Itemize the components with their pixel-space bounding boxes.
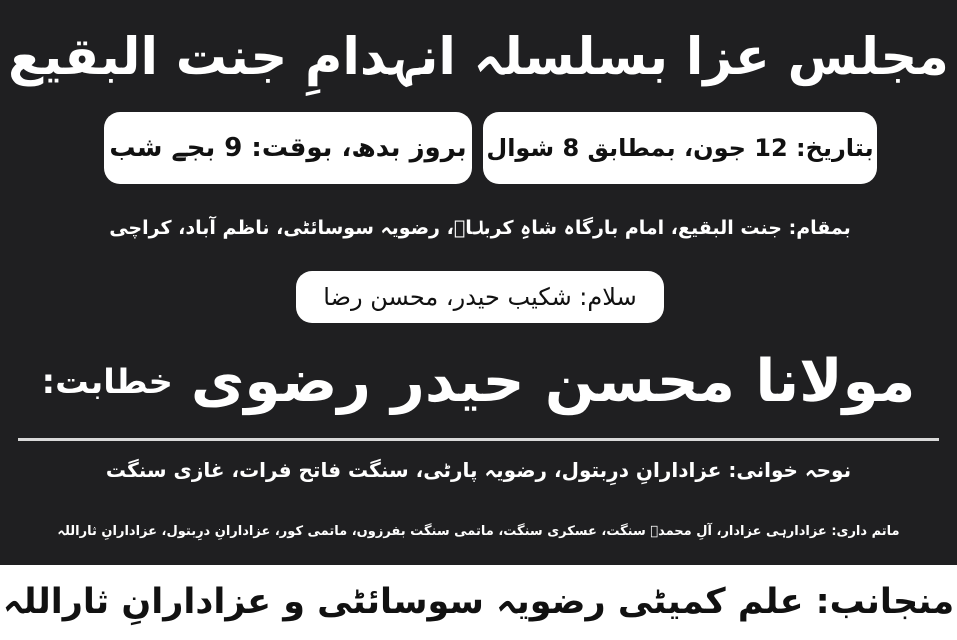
footer-banner <box>0 565 957 640</box>
khitabat-section <box>40 336 917 426</box>
khitabat-label: خطابت: <box>41 361 173 401</box>
venue-text: بمقام: جنت البقیع، امام بارگاہ شاہِ کربلاؑ، رضویہ سوسائٹی، ناظم آباد، کراچی <box>109 217 851 239</box>
time-badge: بروز بدھ، بوقت: 9 بجے شب <box>104 112 472 184</box>
speaker-name: مولانا محسن حیدر رضوی <box>190 347 916 415</box>
page-title: مجلس عزا بسلسلہ انہدامِ جنت البقیع <box>8 28 949 87</box>
salam-badge: سلام: شکیب حیدر، محسن رضا <box>296 271 664 323</box>
date-badge: بتاریخ: 12 جون، بمطابق 8 شوال <box>483 112 877 184</box>
matam-dari-line: ماتم داری: عزادارہی عزادار، آلِ محمدؐ سنگت، عسکری سنگت، ماتمی سنگت بفرزوں، ماتمی کور، عزادارانِ درِبتول، عزادارانِ ثاراللہ <box>57 524 900 539</box>
nauha-khwani-line: نوحہ خوانی: عزادارانِ درِبتول، رضویہ پارٹی، سنگت فاتح فرات، غازی سنگت <box>105 458 852 482</box>
section-divider <box>18 438 939 441</box>
organizer-text: منجانب: علم کمیٹی رضویہ سوسائٹی و عزادارانِ ثاراللہ <box>2 582 955 622</box>
